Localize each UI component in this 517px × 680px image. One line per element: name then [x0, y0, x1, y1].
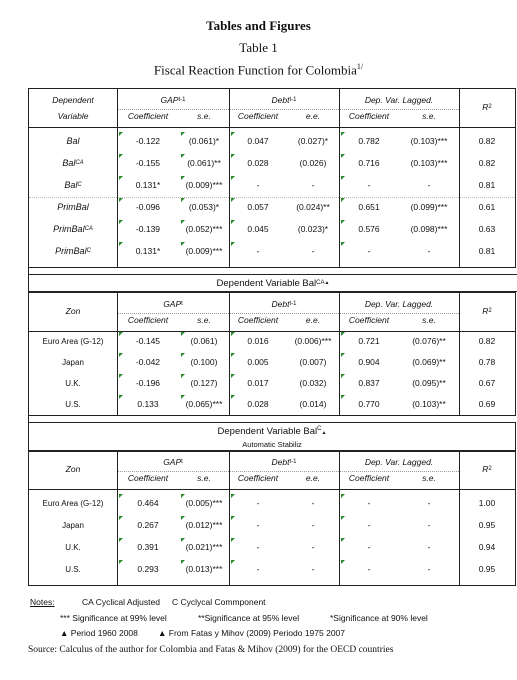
- note-source-period: ▲ From Fatas y Mihov (2009) Periodo 1975 2007: [158, 628, 346, 638]
- corner-marker: [231, 332, 235, 336]
- row-label: Euro Area (G-12): [42, 336, 104, 346]
- cell-s1: (0.012)***: [185, 520, 223, 530]
- table-row: [29, 197, 515, 217]
- cell-s2: (0.014): [299, 399, 327, 409]
- cell-s1: (0.061)**: [187, 158, 221, 168]
- cell-s3: -: [427, 246, 431, 256]
- header-ee: e.e.: [305, 315, 321, 325]
- cell-c1: -0.042: [135, 357, 161, 367]
- cell-r2: 0.82: [478, 136, 496, 146]
- cell-c1: 0.464: [137, 498, 159, 508]
- group-divider: [29, 197, 515, 198]
- corner-marker: [119, 538, 123, 542]
- header-dep-lagged: Dep. Var. Lagged.: [364, 95, 434, 105]
- table-title: Fiscal Reaction Function for Colombia$^{1/}$: [153, 62, 364, 78]
- corner-marker: [231, 353, 235, 357]
- header-coefficient: Coefficient: [127, 111, 169, 121]
- header-coefficient: Coefficient: [237, 473, 279, 483]
- cell-s2: (0.006)***: [294, 336, 332, 346]
- cell-c2: -: [256, 542, 260, 552]
- header-zon: Zon: [65, 306, 81, 316]
- cell-s1: (0.052)***: [185, 224, 223, 234]
- cell-c2: -: [256, 180, 260, 190]
- cell-c2: 0.028: [247, 158, 269, 168]
- corner-marker: [181, 154, 185, 158]
- panel-header: [29, 451, 515, 489]
- corner-marker: [341, 198, 345, 202]
- cell-s3: (0.098)***: [410, 224, 448, 234]
- table-row: [29, 515, 515, 535]
- row-label: PrimBal C: [55, 246, 91, 256]
- corner-marker: [341, 154, 345, 158]
- header-r2: R 2: [482, 102, 492, 112]
- table-row: [29, 352, 515, 372]
- table-row: [29, 153, 515, 173]
- table-row: [29, 219, 515, 239]
- corner-marker: [119, 516, 123, 520]
- cell-r2: 0.69: [478, 399, 496, 409]
- note-c: C Cyclycal Commponent: [172, 597, 266, 607]
- corner-marker: [181, 353, 185, 357]
- header-gap: GAP t-1: [160, 95, 186, 105]
- corner-marker: [119, 353, 123, 357]
- panel-header: [29, 89, 515, 127]
- cell-s3: (0.103)***: [410, 136, 448, 146]
- header-divider: [29, 489, 515, 490]
- header-se: s.e.: [422, 315, 436, 325]
- corner-marker: [181, 560, 185, 564]
- corner-marker: [231, 516, 235, 520]
- cell-c1: 0.131*: [135, 246, 161, 256]
- cell-s3: (0.099)***: [410, 202, 448, 212]
- corner-marker: [341, 395, 345, 399]
- cell-c3: -: [367, 564, 371, 574]
- cell-s1: (0.005)***: [185, 498, 223, 508]
- corner-marker: [231, 395, 235, 399]
- source-line: Source: Calculus of the author for Colombia and Fatas & Mihov (2009) for the OECD countries: [28, 645, 394, 655]
- corner-marker: [231, 220, 235, 224]
- corner-marker: [341, 494, 345, 498]
- cell-s2: (0.007): [299, 357, 327, 367]
- corner-marker: [231, 132, 235, 136]
- corner-marker: [181, 395, 185, 399]
- cell-c3: -: [367, 180, 371, 190]
- cell-s2: -: [311, 564, 315, 574]
- corner-marker: [341, 220, 345, 224]
- corner-marker: [231, 198, 235, 202]
- corner-marker: [181, 132, 185, 136]
- header-coefficient: Coefficient: [348, 473, 390, 483]
- cell-c2: 0.005: [247, 357, 269, 367]
- corner-marker: [181, 494, 185, 498]
- cell-r2: 1.00: [478, 498, 496, 508]
- cell-c2: -: [256, 564, 260, 574]
- cell-r2: 0.94: [478, 542, 496, 552]
- panel-cyclical-component: [28, 450, 516, 586]
- corner-marker: [341, 516, 345, 520]
- cell-r2: 0.63: [478, 224, 496, 234]
- header-coefficient: Coefficient: [237, 315, 279, 325]
- cell-c1: -0.145: [135, 336, 161, 346]
- cell-s3: -: [427, 542, 431, 552]
- cell-s2: -: [311, 498, 315, 508]
- header-debt: Debt t-1: [271, 95, 297, 105]
- cell-s3: (0.103)***: [410, 158, 448, 168]
- cell-r2: 0.82: [478, 336, 496, 346]
- corner-marker: [181, 220, 185, 224]
- cell-c3: -: [367, 542, 371, 552]
- header-r2: R 2: [482, 306, 492, 316]
- header-divider: [29, 127, 515, 128]
- cell-c3: -: [367, 498, 371, 508]
- cell-s1: (0.100): [190, 357, 218, 367]
- cell-c2: 0.045: [247, 224, 269, 234]
- panel-colombia: [28, 88, 516, 268]
- corner-marker: [231, 176, 235, 180]
- table-row: [29, 131, 515, 151]
- subheader-rule: [117, 109, 459, 110]
- table-row: [29, 241, 515, 261]
- table-row: [29, 559, 515, 579]
- cell-r2: 0.95: [478, 520, 496, 530]
- header-debt: Debt t-1: [271, 457, 297, 467]
- corner-marker: [341, 538, 345, 542]
- header-se: s.e.: [422, 111, 436, 121]
- corner-marker: [119, 198, 123, 202]
- table-row: [29, 537, 515, 557]
- row-label: PrimBal CA: [53, 224, 93, 234]
- row-label: PrimBal: [57, 202, 89, 212]
- row-label: U.K.: [65, 542, 81, 552]
- corner-marker: [341, 374, 345, 378]
- corner-marker: [181, 516, 185, 520]
- panel3-title: Dependent Variable Bal$^C$▲ Automatic Stabiliz: [28, 422, 516, 452]
- cell-c3: 0.904: [358, 357, 380, 367]
- cell-c2: 0.017: [247, 378, 269, 388]
- header-coefficient: Coefficient: [237, 111, 279, 121]
- cell-c3: -: [367, 520, 371, 530]
- cell-s1: (0.127): [190, 378, 218, 388]
- corner-marker: [181, 176, 185, 180]
- corner-marker: [341, 132, 345, 136]
- header-ee: e.e.: [305, 111, 321, 121]
- cell-c1: -0.155: [135, 158, 161, 168]
- cell-s2: -: [311, 246, 315, 256]
- subheader-rule: [117, 471, 459, 472]
- panel2-title: Dependent Variable Bal CA ▲: [28, 274, 517, 292]
- header-dep-lagged: Dep. Var. Lagged.: [364, 457, 434, 467]
- cell-c2: -: [256, 498, 260, 508]
- corner-marker: [119, 494, 123, 498]
- corner-marker: [181, 332, 185, 336]
- cell-r2: 0.95: [478, 564, 496, 574]
- corner-marker: [119, 332, 123, 336]
- corner-marker: [341, 560, 345, 564]
- row-label: Japan: [62, 520, 84, 530]
- row-label: Euro Area (G-12): [42, 498, 104, 508]
- cell-s1: (0.053)*: [188, 202, 220, 212]
- note-95: **Significance at 95% level: [198, 613, 300, 623]
- cell-c3: 0.770: [358, 399, 380, 409]
- table-row: [29, 493, 515, 513]
- corner-marker: [231, 374, 235, 378]
- header-coefficient: Coefficient: [348, 315, 390, 325]
- panel-gap: [28, 414, 517, 422]
- notes-label: Notes:: [30, 597, 55, 607]
- row-label: Japan: [62, 357, 84, 367]
- cell-c1: -0.122: [135, 136, 161, 146]
- cell-c3: 0.651: [358, 202, 380, 212]
- cell-r2: 0.67: [478, 378, 496, 388]
- cell-r2: 0.61: [478, 202, 496, 212]
- header-debt: Debt t-1: [271, 299, 297, 309]
- table-row: [29, 394, 515, 414]
- cell-s2: (0.024)**: [296, 202, 330, 212]
- cell-c3: 0.837: [358, 378, 380, 388]
- note-ca: CA Cyclical Adjusted: [82, 597, 160, 607]
- cell-c3: 0.721: [358, 336, 380, 346]
- panel-header: [29, 293, 515, 331]
- row-label: U.S.: [65, 399, 81, 409]
- corner-marker: [119, 242, 123, 246]
- header-se: s.e.: [197, 473, 211, 483]
- row-label: U.S.: [65, 564, 81, 574]
- cell-s1: (0.061)*: [188, 136, 220, 146]
- corner-marker: [341, 242, 345, 246]
- cell-c1: -0.139: [135, 224, 161, 234]
- header-dep-lagged: Dep. Var. Lagged.: [364, 299, 434, 309]
- cell-c2: 0.047: [247, 136, 269, 146]
- header-zon: Zon: [65, 464, 81, 474]
- panel-cyclically-adjusted: [28, 292, 516, 416]
- panel3-subtitle: Automatic Stabiliz: [242, 440, 302, 449]
- header-gap: GAP t: [163, 457, 183, 467]
- header-ee: e.e.: [305, 473, 321, 483]
- corner-marker: [231, 242, 235, 246]
- cell-r2: 0.81: [478, 246, 496, 256]
- header-se: s.e.: [197, 111, 211, 121]
- header-se: s.e.: [422, 473, 436, 483]
- cell-c2: 0.016: [247, 336, 269, 346]
- panel-gap: [28, 266, 517, 274]
- cell-s3: (0.076)**: [412, 336, 446, 346]
- cell-c2: -: [256, 246, 260, 256]
- corner-marker: [119, 132, 123, 136]
- cell-c1: 0.133: [137, 399, 159, 409]
- header-se: s.e.: [197, 315, 211, 325]
- table-row: [29, 175, 515, 195]
- note-period: ▲ Period 1960 2008: [60, 628, 138, 638]
- cell-r2: 0.82: [478, 158, 496, 168]
- cell-c2: -: [256, 520, 260, 530]
- cell-s2: (0.026): [299, 158, 327, 168]
- cell-s2: (0.023)*: [297, 224, 329, 234]
- table-row: [29, 331, 515, 351]
- cell-s1: (0.009)***: [185, 246, 223, 256]
- cell-s2: -: [311, 520, 315, 530]
- cell-c1: 0.267: [137, 520, 159, 530]
- cell-s3: -: [427, 180, 431, 190]
- cell-c1: -0.196: [135, 378, 161, 388]
- cell-s1: (0.065)***: [185, 399, 223, 409]
- cell-s1: (0.009)***: [185, 180, 223, 190]
- doc-heading: Tables and Figures: [206, 18, 311, 33]
- corner-marker: [341, 176, 345, 180]
- header-coefficient: Coefficient: [127, 473, 169, 483]
- corner-marker: [181, 538, 185, 542]
- subheader-rule: [117, 313, 459, 314]
- header-coefficient: Coefficient: [127, 315, 169, 325]
- corner-marker: [181, 374, 185, 378]
- corner-marker: [119, 220, 123, 224]
- note-99: *** Significance at 99% level: [60, 613, 167, 623]
- corner-marker: [119, 395, 123, 399]
- corner-marker: [119, 176, 123, 180]
- header-variable: Variable: [57, 111, 89, 121]
- cell-c2: 0.057: [247, 202, 269, 212]
- cell-s2: (0.032): [299, 378, 327, 388]
- header-coefficient: Coefficient: [348, 111, 390, 121]
- cell-s1: (0.013)***: [185, 564, 223, 574]
- corner-marker: [119, 560, 123, 564]
- cell-c1: 0.293: [137, 564, 159, 574]
- cell-c1: 0.131*: [135, 180, 161, 190]
- cell-r2: 0.81: [478, 180, 496, 190]
- corner-marker: [119, 154, 123, 158]
- cell-c3: 0.576: [358, 224, 380, 234]
- cell-c2: 0.028: [247, 399, 269, 409]
- cell-s3: -: [427, 520, 431, 530]
- corner-marker: [119, 374, 123, 378]
- row-label: U.K.: [65, 378, 81, 388]
- corner-marker: [231, 560, 235, 564]
- header-gap: GAP t: [163, 299, 183, 309]
- cell-s3: (0.103)**: [412, 399, 446, 409]
- corner-marker: [231, 154, 235, 158]
- corner-marker: [181, 242, 185, 246]
- cell-c3: 0.782: [358, 136, 380, 146]
- cell-s3: -: [427, 564, 431, 574]
- header-r2: R 2: [482, 464, 492, 474]
- cell-c3: 0.716: [358, 158, 380, 168]
- cell-s3: (0.069)**: [412, 357, 446, 367]
- cell-s1: (0.021)***: [185, 542, 223, 552]
- cell-s2: -: [311, 542, 315, 552]
- corner-marker: [231, 494, 235, 498]
- cell-s3: (0.095)**: [412, 378, 446, 388]
- header-dependent: Dependent: [52, 95, 94, 105]
- cell-c1: 0.391: [137, 542, 159, 552]
- table-row: [29, 373, 515, 393]
- table-number: Table 1: [239, 40, 278, 55]
- row-label: Bal: [66, 136, 80, 146]
- cell-s2: -: [311, 180, 315, 190]
- corner-marker: [231, 538, 235, 542]
- row-label: Bal C: [64, 180, 82, 190]
- cell-s1: (0.061): [190, 336, 218, 346]
- cell-c3: -: [367, 246, 371, 256]
- cell-r2: 0.78: [478, 357, 496, 367]
- row-label: Bal CA: [62, 158, 84, 168]
- corner-marker: [341, 353, 345, 357]
- cell-s3: -: [427, 498, 431, 508]
- note-90: *Significance at 90% level: [330, 613, 428, 623]
- corner-marker: [181, 198, 185, 202]
- cell-c1: -0.096: [135, 202, 161, 212]
- cell-s2: (0.027)*: [297, 136, 329, 146]
- corner-marker: [341, 332, 345, 336]
